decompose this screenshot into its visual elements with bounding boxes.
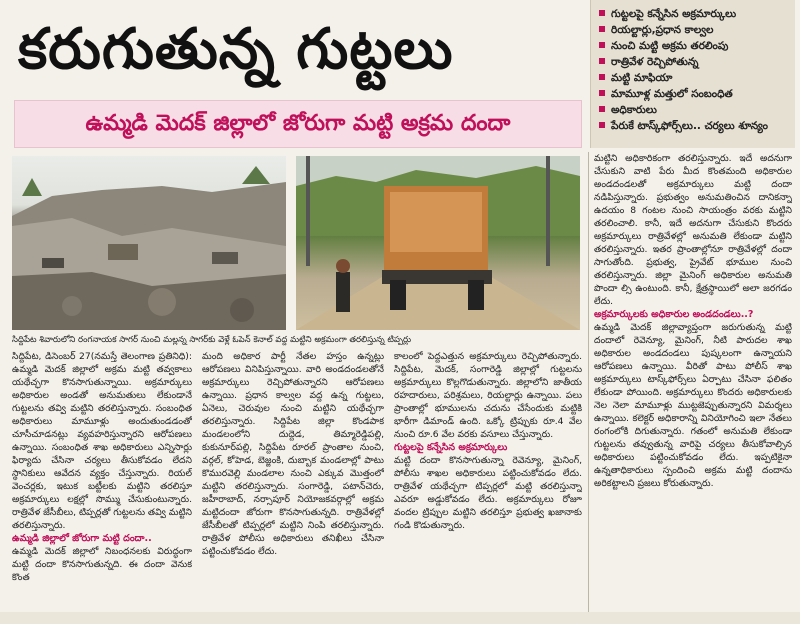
highlight-item: అధికారులు [599,102,789,118]
photo-caption: సిద్దిపేట శివారులోని రంగనాయక సాగర్ నుంచి మల్లన్న సాగర్‌కు వెళ్లే ఓపెన్ కెనాల్ వద్ద మట్టిని అక్రమంగా తరలిస్తున్న టిప్పర్లు [12,335,412,345]
highlights-box [590,0,795,148]
paragraph: ఉమ్మడి మెదక్ జిల్లాలో అక్రమ మట్టి తవ్వకాలు యథేచ్ఛగా కొనసాగుతున్నాయి. అక్రమార్కులు అధికారుల అండతో అనుమతులు లేకుండానే గుట్టలను తవ్వి మట్టిని తరలిస్తున్నారు. సంబంధిత అధికారులు మామూళ్లు అందుతుండడంతో చూసీచూడనట్లు వ్యవహరిస్తున్నారని ఆరోపణలు ఉన్నాయి. సంబంధిత శాఖ అధికారులు ఎన్నిసార్లు ఫిర్యాదు చేసినా చర్యలు తీసుకోవడం లేదని స్థానికులు ఆవేదన వ్యక్తం చేస్తున్నారు. రియల్ వెంచర్లకు, ఇటుక బట్టీలకు మట్టిని తరలిస్తూ అక్రమార్కులు లక్షల్లో సొమ్ము చేసుకుంటున్నారు. రాత్రివేళ జేసీబీలు, టిప్పర్లతో గుట్టలను తవ్వి మట్టిని తరలిస్తున్నారు. [12,364,192,531]
section-subtitle: గుట్టలపై కన్నేసిన అక్రమార్కులు [394,442,508,453]
tipper-truck-photo [296,156,580,330]
paragraph: కాలంలో పెద్దఎత్తున అక్రమార్కులు రెచ్చిపోతున్నారు. సిద్దిపేట, మెదక్, సంగారెడ్డి జిల్లాల్లో గుట్టలను అక్రమార్కులు కొల్లగొడుతున్నారు. జిల్లాలోని జాతీయ రహదారులు, పరిశ్రమలు, రియల్టార్లు ఉన్నాయి. పలు ప్రాంతాల్లో భూములను చదును చేసేందుకు మట్టికి భారీగా డిమాండ్ ఉంది. ఒక్కో ట్రిప్పుకు రూ.4 వేల నుంచి రూ.6 వేల వరకు వసూలు చేస్తున్నారు. [394,351,582,440]
highlight-item: గుట్టలపై కన్నేసిన అక్రమార్కులు [599,6,789,22]
highlight-item: మామూళ్ల మత్తులో సంబంధిత [599,86,789,102]
paragraph: మట్టి దందా కొనసాగుతున్నా రెవెన్యూ, మైనింగ్, పోలీసు శాఖల అధికారులు పట్టించుకోవడం లేదు. రాత్రివేళ యథేచ్ఛగా టిప్పర్లలో మట్టి తరలిస్తున్నా ఎవరూ అడ్డుకోవడం లేదు. అక్రమార్కులు రోజూ వందల ట్రిప్పుల మట్టిని తరలిస్తూ ప్రభుత్వ ఖజానాకు గండి కొడుతున్నారు. [394,455,582,531]
paragraph: ఉమ్మడి మెదక్ జిల్లావ్యాప్తంగా జరుగుతున్న మట్టి దందాలో రెవెన్యూ, మైనింగ్, నీటి పారుదల శాఖ అధికారుల అండదండలు పుష్కలంగా ఉన్నాయని ఆరోపణలు ఉన్నాయి. వీరితో పాటు పోలీస్ శాఖ అక్రమార్కులు టాస్క్‌ఫోర్స్‌లు ఏర్పాటు చేసినా ఫలితం లేకుండా పోయింది. అక్రమార్కులు కొందరు అధికారులకు నెల నెలా మామూళ్లు ముట్టజెప్పుతున్నారని విమర్శలు ఉన్నాయి. కలెక్టర్ అధికారాన్ని వినియోగించి ఇలా నేతలు రంగంలోకి దిగుతున్నారు. గతంలో అనుమతి లేకుండా గుట్టలను తవ్వుతున్న వారిపై చర్యలు తీసుకోవాల్సిన అధికారులు పట్టించుకోవడం లేదు. ఇప్పటికైనా ఉన్నతాధికారులు స్పందించి అక్రమ మట్టి దందాను అరికట్టాలని ప్రజలు కోరుతున్నారు. [594,322,792,489]
column-divider [588,152,589,624]
article-column-3 [394,350,582,624]
article-column-1 [12,350,192,624]
quarry-illustration [12,156,286,330]
paragraph: ఉమ్మడి మెదక్ జిల్లాలో నిబంధనలకు విరుద్ధంగా మట్టి దందా కొనసాగుతున్నది. ఈ దందా వెనుక కొంత [12,546,192,583]
paragraph: మంది అధికార పార్టీ నేతల హస్తం ఉన్నట్లు ఆరోపణలు వినిపిస్తున్నాయి. వారి అండదండలతోనే అక్రమార్కులు రెచ్చిపోతున్నారని ఆరోపణలు ఉన్నాయి. ప్రధాన కాల్వల వద్ద ఉన్న గుట్టలు, ఏనెలు, చెరువుల నుంచి మట్టిని యథేచ్ఛగా తరలిస్తున్నారు. సిద్దిపేట జిల్లా కొండపాక మండలంలోని దుద్దెడ, తిమ్మారెడ్డిపల్లి, కుకునూర్‌పల్లి, సిద్దిపేట రూరల్ ప్రాంతాల నుంచి, వర్గల్, కోహెడ, బెజ్జంకి, దుబ్బాక మండలాల్లో పాటు కొమురవెల్లి మండలాల నుంచి ఎక్కువ మొత్తంలో మట్టిని తరలిస్తున్నారు. సంగారెడ్డి, పటాన్‌చెరు, జహీరాబాద్, నర్సాపూర్ నియోజకవర్గాల్లో అక్రమ మట్టిదందా జోరుగా కొనసాగుతున్నది. రాత్రివేళల్లో జేసీబీలతో టిప్పర్లలో మట్టిని నింపి తరలిస్తున్నారు. రాత్రివేళ పోలీసు అధికారులు తనిఖీలు చేసినా పట్టించుకోవడం లేదు. [202,351,384,557]
quarry-photo [12,156,286,330]
photo-strip [12,152,580,336]
highlight-item: నుంచి మట్టి అక్రమ తరలింపు [599,38,789,54]
highlight-item: రాత్రివేళ రెచ్చిపోతున్న [599,54,789,70]
truck-illustration [296,156,580,330]
dateline: సిద్దిపేట, డిసెంబర్ 27(నమస్తే తెలంగాణ ప్రతినిధి): [12,351,192,362]
highlight-item: మట్టి మాఫియా [599,70,789,86]
headline: కరుగుతున్న గుట్టలు [18,17,454,82]
section-subtitle: అక్రమార్కులకు అధికారుల అండదండలు..? [594,309,754,320]
paragraph: మట్టిని అధికారికంగా తరలిస్తున్నారు. ఇదే అదనుగా చేసుకుని వాటి పేరు మీద కొంతమంది అధికారుల అండదండలతో అక్రమార్కులు మట్టి దందా నడిపిస్తున్నారు. ప్రభుత్వం అనుమతించిన దానికన్నా ఉదయం 8 గంటల నుంచి సాయంత్రం వరకు మట్టిని తరలించాలి. కానీ, ఇదే అదనుగా చేసుకుని కొందరు అక్రమార్కులు రాత్రివేళల్లో అనుమతి లేకుండా మట్టిని తరలిస్తున్నారు. ఇతర ప్రాంతాల్లోనూ రాత్రివేళల్లో దందా సాగుతోంది. ప్రభుత్వ, ప్రైవేట్ భూముల నుంచి తరలిస్తున్నారు. జిల్లా మైనింగ్ అధికారుల అనుమతి పొందా ల్సి ఉంటుంది. కానీ, క్షేత్రస్థాయిలో అలా జరగడం లేదు. [594,153,792,307]
highlight-item: రియల్టార్లు,ప్రధాన కాల్వల [599,22,789,38]
highlight-item: పేరుకే టాస్క్‌ఫోర్స్‌లు.. చర్యలు శూన్యం [599,118,789,134]
section-subtitle: ఉమ్మడి జిల్లాలో జోరుగా మట్టి దందా.. [12,533,152,544]
page-footer-strip [0,612,800,624]
subheadline-banner [14,100,582,148]
article-body [12,350,582,624]
subheadline: ఉమ్మడి మెదక్ జిల్లాలో జోరుగా మట్టి అక్రమ దందా [85,111,511,136]
article-column-4 [594,152,792,624]
article-column-2 [202,350,384,624]
